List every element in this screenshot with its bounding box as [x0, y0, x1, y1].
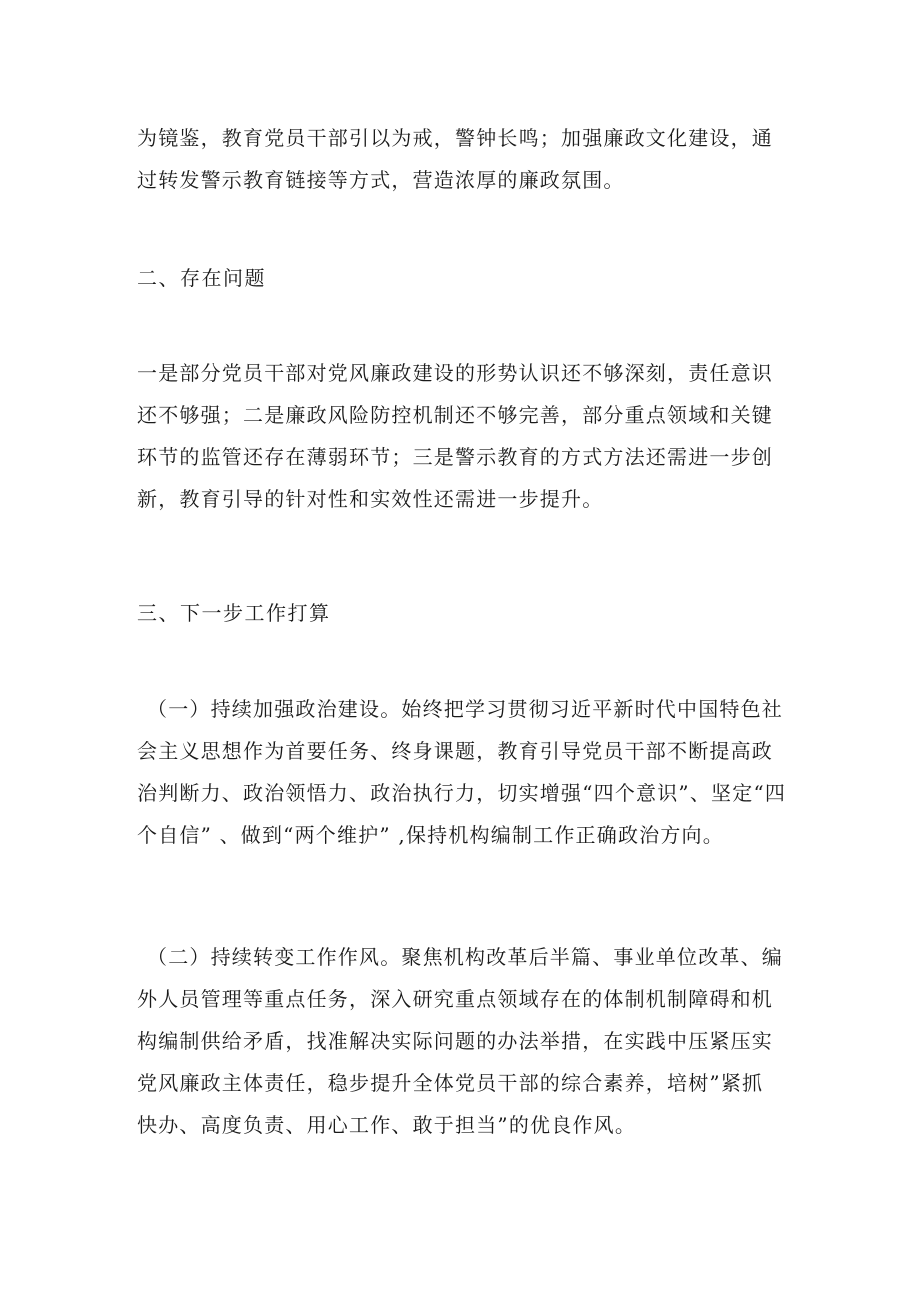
paragraph-line: 个自信” 、做到“两个维护” ,保持机构编制工作正确政治方向。	[137, 823, 724, 847]
paragraph-line: 快办、高度负责、用心工作、敢于担当”的优良作风。	[137, 1113, 637, 1137]
paragraph-line: 环节的监管还存在薄弱环节；三是警示教育的方式方法还需进一步创	[137, 445, 773, 469]
paragraph-line: 治判断力、政治领悟力、政治执行力，切实增强“四个意识”、坚定“四	[137, 781, 787, 805]
paragraph-problems	[137, 352, 785, 520]
paragraph-line: 一是部分党员干部对党风廉政建设的形势认识还不够深刻，责任意识	[137, 361, 773, 385]
paragraph-line: 为镜鉴，教育党员干部引以为戒，警钟长鸣；加强廉政文化建设，通	[137, 126, 773, 150]
section-heading-problems: 二、存在问题	[137, 266, 266, 290]
paragraph-line: 新，教育引导的针对性和实效性还需进一步提升。	[137, 487, 604, 511]
paragraph-plan-2	[137, 936, 785, 1146]
paragraph-line: 还不够强；二是廉政风险防控机制还不够完善，部分重点领域和关键	[137, 403, 773, 427]
paragraph-intro	[137, 117, 785, 201]
paragraph-line: （一）持续加强政治建设。始终把学习贯彻习近平新时代中国特色社	[147, 697, 783, 721]
paragraph-line: 会主义思想作为首要任务、终身课题，教育引导党员干部不断提高政	[137, 739, 773, 763]
paragraph-line: 构编制供给矛盾，找准解决实际问题的办法举措，在实践中压紧压实	[137, 1029, 773, 1053]
section-heading-plan: 三、下一步工作打算	[137, 601, 331, 625]
paragraph-line: 过转发警示教育链接等方式，营造浓厚的廉政氛围。	[137, 168, 625, 192]
paragraph-line: 外人员管理等重点任务，深入研究重点领域存在的体制机制障碍和机	[137, 987, 773, 1011]
paragraph-plan-1	[137, 688, 785, 856]
paragraph-line: 党风廉政主体责任，稳步提升全体党员干部的综合素养，培树”紧抓	[137, 1071, 764, 1095]
paragraph-line: （二）持续转变工作作风。聚焦机构改革后半篇、事业单位改革、编	[147, 945, 783, 969]
